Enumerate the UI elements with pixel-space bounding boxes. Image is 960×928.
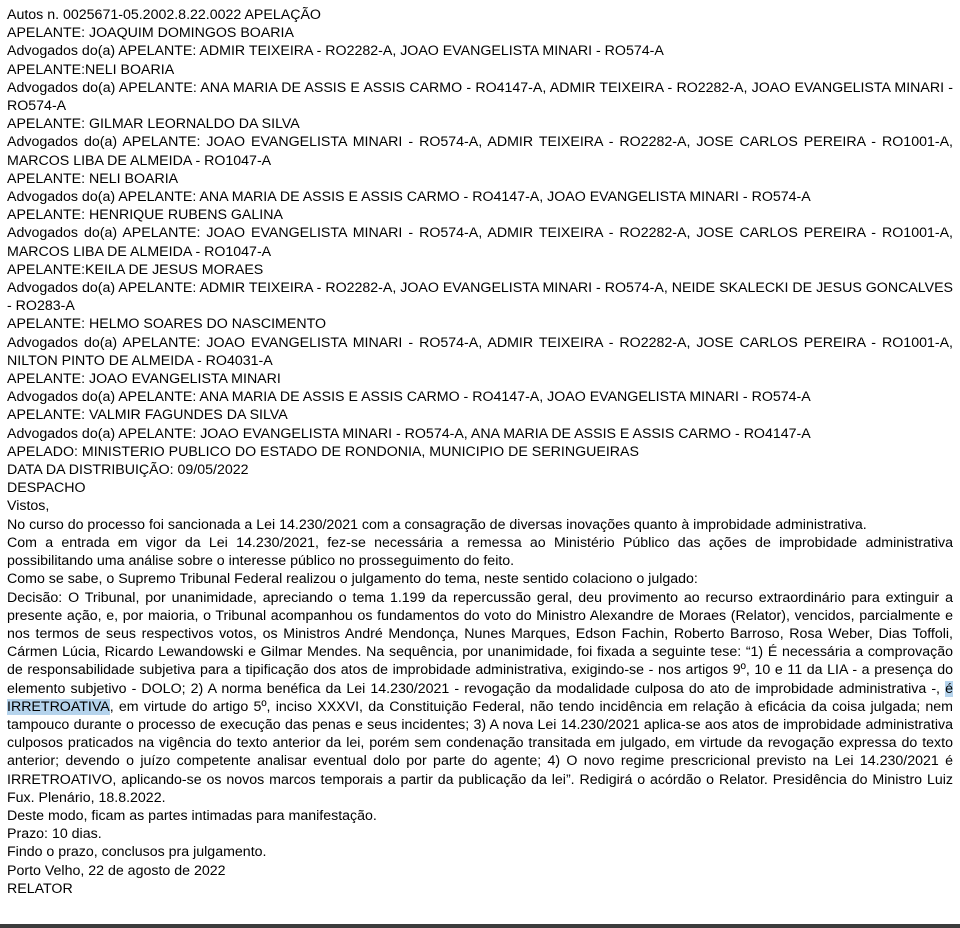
document-body [7,6,953,898]
parties-list [7,24,953,479]
party-line: APELADO: MINISTERIO PUBLICO DO ESTADO DE RONDONIA, MUNICIPIO DE SERINGUEIRAS [7,443,639,460]
highlighted-selection: é IRRETROATIVA [7,680,953,715]
party-line: Advogados do(a) APELANTE: JOAO EVANGELISTA MINARI - RO574-A, ANA MARIA DE ASSIS E ASSIS CARMO - RO4147-A [7,425,811,442]
party-line: APELANTE: HELMO SOARES DO NASCIMENTO [7,316,327,333]
party-line: Advogados do(a) APELANTE: JOAO EVANGELISTA MINARI - RO574-A, ADMIR TEIXEIRA - RO2282-A, JOSE CARLOS PEREIRA - RO1001-A, MARCOS LIBA DE ALMEIDA - RO1047-A [7,225,953,260]
findo-line: Findo o prazo, conclusos pra julgamento. [7,844,267,861]
party-line: Advogados do(a) APELANTE: JOAO EVANGELISTA MINARI - RO574-A, ADMIR TEIXEIRA - RO2282-A, JOSE CARLOS PEREIRA - RO1001-A, NILTON PINTO DE ALMEIDA - RO4031-A [7,334,953,369]
party-line: APELANTE: VALMIR FAGUNDES DA SILVA [7,407,288,424]
page-bottom-border [0,924,960,928]
party-line: DATA DA DISTRIBUIÇÃO: 09/05/2022 [7,462,249,479]
party-line: Advogados do(a) APELANTE: ANA MARIA DE ASSIS E ASSIS CARMO - RO4147-A, ADMIR TEIXEIRA - RO2282-A, JOAO EVANGELISTA MINARI - RO574-A [7,79,953,115]
party-line: Advogados do(a) APELANTE: ANA MARIA DE ASSIS E ASSIS CARMO - RO4147-A, JOAO EVANGELISTA MINARI - RO574-A [7,389,811,406]
party-line: APELANTE: NELI BOARIA [7,170,179,187]
prazo-line: Prazo: 10 dias. [7,826,102,843]
party-line: APELANTE: HENRIQUE RUBENS GALINA [7,207,283,224]
case-number: Autos n. 0025671-05.2002.8.22.0022 APELAÇÃO [7,7,321,23]
paragraph-decisao [7,589,953,807]
paragraph-lei: No curso do processo foi sancionada a Lei 14.230/2021 com a consagração de diversas inovações quanto à improbidade administrativa. [7,516,867,533]
paragraph-julgado: Como se sabe, o Supremo Tribunal Federal realizou o julgamento do tema, neste sentido colaciono o julgado: [7,571,698,588]
signature-relator: RELATOR [7,880,73,897]
decisao-text-before: Decisão: O Tribunal, por unanimidade, apreciando o tema 1.199 da repercussão geral, deu provimento ao recurso extraordinário para extinguir a presente ação, e, por maioria, o Tribunal acompanhou os fundamentos do voto do Ministro Alexandre de Moraes (Relator), vencidos, parcialmente e nos termos de seus respectivos votos, os Ministros André Mendonça, Nunes Marques, Edson Fachin, Roberto Barroso, Rosa Weber, Dias Toffoli, Cármen Lúcia, Ricardo Lewandowski e Gilmar Mendes. Na sequência, por unanimidade, foi fixada a seguinte tese: “1) É necessária a comprovação de responsabilidade subjetiva para a tipificação dos atos de improbidade administrativa, exigindo-se - nos artigos 9º, 10 e 11 da LIA - a presença do elemento subjetivo - DOLO; 2) A norma benéfica da Lei 14.230/2021 - revogação da modalidade culposa do ato de improbidade administrativa -, [7,589,953,697]
place-date: Porto Velho, 22 de agosto de 2022 [7,862,226,879]
intimacao-line: Deste modo, ficam as partes intimadas para manifestação. [7,807,377,824]
party-line: APELANTE:KEILA DE JESUS MORAES [7,261,264,278]
party-line: Advogados do(a) APELANTE: ANA MARIA DE ASSIS E ASSIS CARMO - RO4147-A, JOAO EVANGELISTA MINARI - RO574-A [7,189,811,206]
party-line: Advogados do(a) APELANTE: ADMIR TEIXEIRA - RO2282-A, JOAO EVANGELISTA MINARI - RO574-A, NEIDE SKALECKI DE JESUS GONCALVES - RO283-A [7,280,953,315]
party-line: APELANTE: JOAQUIM DOMINGOS BOARIA [7,25,294,42]
party-line: Advogados do(a) APELANTE: ADMIR TEIXEIRA - RO2282-A, JOAO EVANGELISTA MINARI - RO574-A [7,43,664,60]
party-line: APELANTE: GILMAR LEORNALDO DA SILVA [7,116,300,133]
paragraph-remessa: Com a entrada em vigor da Lei 14.230/2021, fez-se necessária a remessa ao Ministério Público das ações de improbidade administrativa possibilitando uma análise sobre o interesse público no prosseguimento do feito. [7,534,953,570]
party-line: Advogados do(a) APELANTE: JOAO EVANGELISTA MINARI - RO574-A, ADMIR TEIXEIRA - RO2282-A, JOSE CARLOS PEREIRA - RO1001-A, MARCOS LIBA DE ALMEIDA - RO1047-A [7,134,953,169]
party-line: APELANTE:NELI BOARIA [7,61,175,78]
decisao-text-after: , em virtude do artigo 5º, inciso XXXVI, da Constituição Federal, não tendo incidência em relação à eficácia da coisa julgada; nem tampouco durante o processo de execução das penas e seus incidentes; 3) A nova Lei 14.230/2021 aplica-se aos atos de improbidade administrativa culposos praticados na vigência do texto anterior da lei, porém sem condenação transitada em julgado, em virtude da revogação expressa do texto anterior; devendo o juízo competente analisar eventual dolo por parte do agente; 4) O novo regime prescricional previsto na Lei 14.230/2021 é IRRETROATIVO, aplicando-se os novos marcos temporais a partir da publicação da lei”. Redigirá o acórdão o Relator. Presidência do Ministro Luiz Fux. Plenário, 18.8.2022. [7,698,953,806]
party-line: APELANTE: JOAO EVANGELISTA MINARI [7,371,281,388]
vistos-line: Vistos, [7,498,50,515]
despacho-title: DESPACHO [7,480,86,497]
